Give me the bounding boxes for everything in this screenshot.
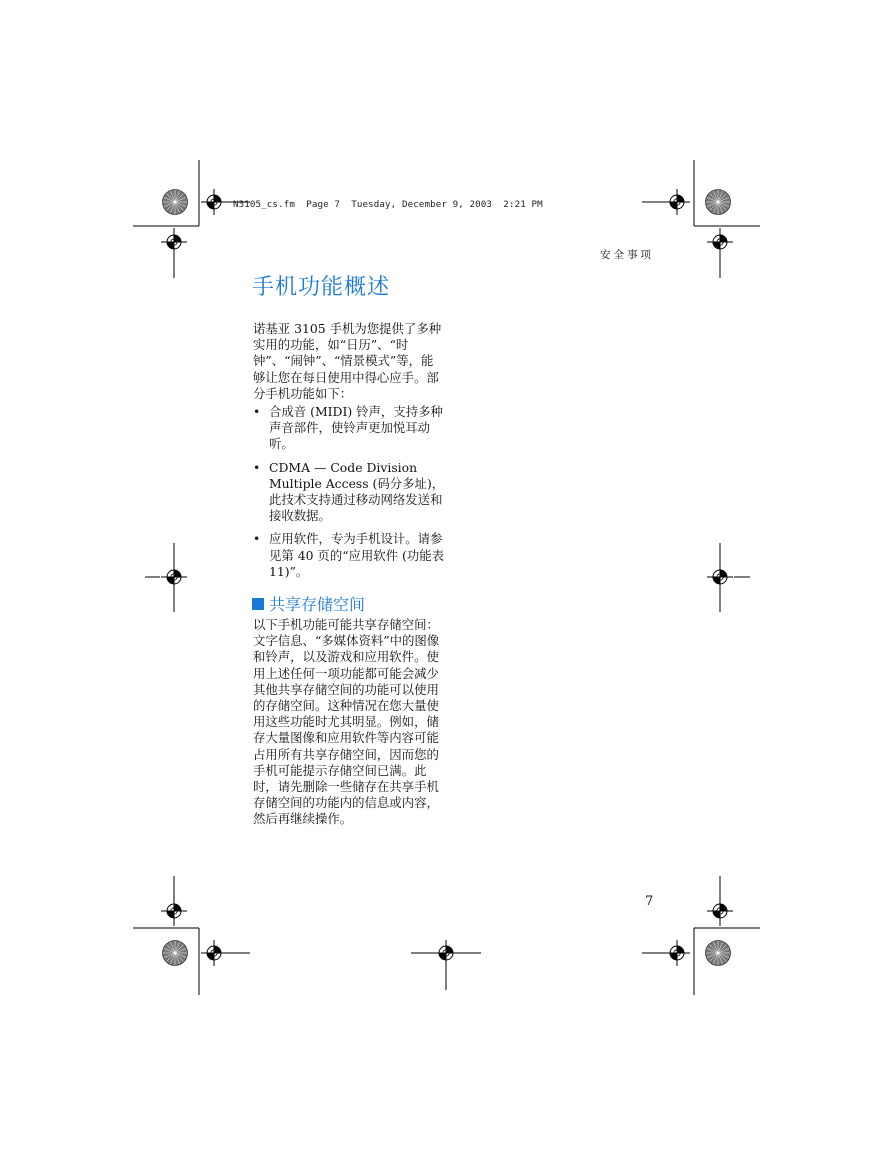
bullet-dot-icon: • (253, 404, 261, 419)
section-label: 安全事项 (600, 249, 654, 261)
list-item-text: 应用软件，专为手机设计。请参见第 40 页的“应用软件 (功能表 11)”。 (269, 531, 445, 579)
bullet-dot-icon: • (253, 531, 261, 547)
blue-square-icon (252, 598, 264, 610)
print-file-header: N3105_cs.fm Page 7 Tuesday, December 9, 2003 2:21 PM (233, 199, 543, 210)
list-item-text: 合成音 (MIDI) 铃声，支持多种声音部件，使铃声更加悦耳动听。 (269, 404, 443, 452)
list-item (253, 404, 445, 453)
top-marks (133, 160, 760, 278)
list-item (253, 460, 445, 525)
intro-paragraph: 诺基亚 3105 手机为您提供了多种实用的功能，如“日历”、“时钟”、“闹钟”、“情景模式”等，能够让您在每日使用中得心应手。部分手机功能如下： (253, 321, 442, 401)
bullet-dot-icon: • (253, 459, 261, 475)
feature-list (253, 404, 445, 587)
page-title: 手机功能概述 (252, 275, 391, 300)
list-item (253, 531, 445, 580)
bottom-marks (133, 876, 760, 995)
middle-marks (145, 543, 750, 612)
list-item-text: CDMA — Code Division Multiple Access (码分多址)，此技术支持通过移动网络发送和接收数据。 (269, 459, 445, 524)
section-heading (252, 592, 365, 615)
section-heading-text: 共享存储空间 (269, 595, 366, 614)
shared-memory-paragraph: 以下手机功能可能共享存储空间：文字信息、“多媒体资料”中的图像和铃声，以及游戏和应用软件。使用上述任何一项功能都可能会减少其他共享存储空间的功能可以使用的存储空间。这种情况在您大量使用这些功能时尤其明显。例如，储存大量图像和应用软件等内容可能占用所有共享存储空间，因而您的手机可能提示存储空间已满。此时，请先删除一些储存在共享手机存储空间的功能内的信息或内容，然后再继续操作。 (253, 617, 440, 827)
page-number: 7 (645, 894, 654, 909)
